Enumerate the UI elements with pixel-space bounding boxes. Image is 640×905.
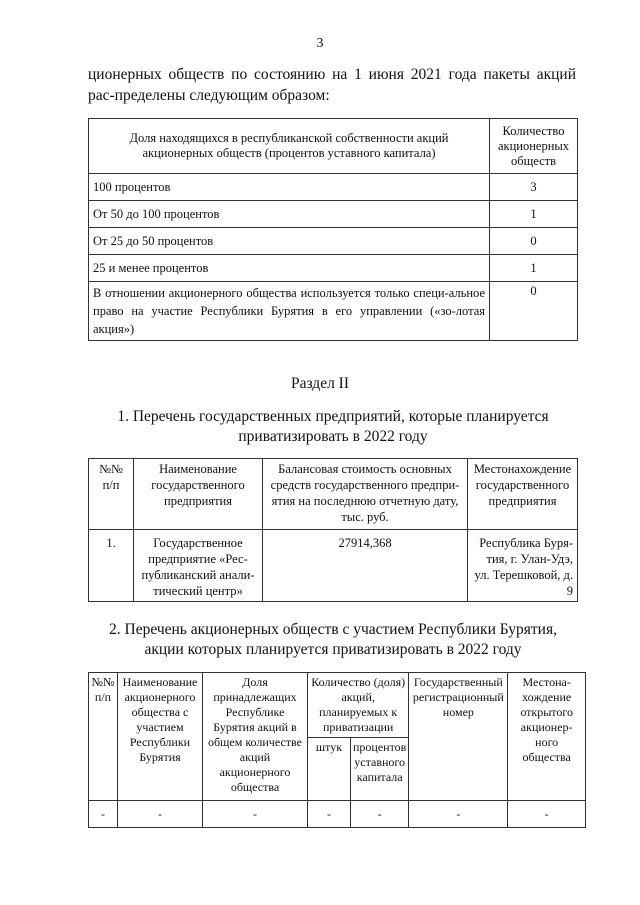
table-row — [89, 255, 578, 282]
row-label: 25 и менее процентов — [89, 255, 490, 282]
heading-joint-stock: 2. Перечень акционерных обществ с участием Республики Бурятия, акции которых планируется приватизировать в 2022 году — [109, 621, 557, 658]
t3-cell: - — [203, 801, 308, 828]
table-row — [89, 801, 586, 828]
row-value: 1 — [490, 255, 578, 282]
t2-header-value: Балансовая стоимость основных средств государственного предпри-ятия на последнюю отчетную дату, тыс. руб. — [263, 459, 468, 530]
t3-cell: - — [308, 801, 351, 828]
row-value: 0 — [490, 282, 578, 341]
table-row — [89, 174, 578, 201]
t3-header-location: Местона-хождение открытого акционер-ного общества — [508, 673, 586, 801]
t2-location: Республика Буря-тия, г. Улан-Удэ, ул. Терешковой, д. 9 — [468, 530, 578, 602]
t2-name: Государственное предприятие «Рес-публиканский анали-тический центр» — [134, 530, 263, 602]
row-value: 1 — [490, 201, 578, 228]
row-label: В отношении акционерного общества используется только специ-альное право на участие Республики Бурятия в его управлении («зо-лотая акция») — [89, 282, 490, 341]
t3-cell: - — [89, 801, 118, 828]
t2-header-num: №№ п/п — [89, 459, 134, 530]
table-row — [89, 228, 578, 255]
row-label: 100 процентов — [89, 174, 490, 201]
t2-value: 27914,368 — [263, 530, 468, 602]
t3-header-pcs: штук — [308, 738, 351, 801]
t3-header-num: №№ п/п — [89, 673, 118, 801]
t2-header-name: Наименование государственного предприятия — [134, 459, 263, 530]
table1-header-count: Количество акционерных обществ — [490, 119, 578, 174]
t3-header-share: Доля принадлежащих Республике Бурятия акций в общем количестве акций акционерного общества — [203, 673, 308, 801]
enterprises-table — [88, 458, 578, 602]
t3-header-qty: Количество (доля) акций, планируемых к приватизации — [308, 673, 409, 738]
page-number: 3 — [316, 36, 324, 51]
t2-header-location: Местонахождение государственного предприятия — [468, 459, 578, 530]
row-value: 0 — [490, 228, 578, 255]
section-title: Раздел II — [290, 375, 350, 392]
t2-num: 1. — [89, 530, 134, 602]
table1-header-share: Доля находящихся в республиканской собственности акций акционерных обществ (процентов уставного капитала) — [89, 119, 490, 174]
shares-distribution-table — [88, 118, 578, 341]
joint-stock-table — [88, 672, 586, 828]
t3-cell: - — [409, 801, 508, 828]
table-row — [89, 530, 578, 602]
t3-header-pct: процентов уставного капитала — [351, 738, 409, 801]
t3-cell: - — [508, 801, 586, 828]
t3-header-reg: Государственный регистрационный номер — [409, 673, 508, 801]
row-label: От 25 до 50 процентов — [89, 228, 490, 255]
table-row — [89, 282, 578, 341]
heading-enterprises: 1. Перечень государственных предприятий, которые планируется приватизировать в 2022 году — [117, 408, 549, 445]
table-row — [89, 201, 578, 228]
row-label: От 50 до 100 процентов — [89, 201, 490, 228]
row-value: 3 — [490, 174, 578, 201]
t3-cell: - — [351, 801, 409, 828]
t3-header-name: Наименование акционерного общества с участием Республики Бурятия — [118, 673, 203, 801]
intro-paragraph: ционерных обществ по состоянию на 1 июня 2021 года пакеты акций рас-пределены следующим образом: — [88, 66, 576, 104]
t3-cell: - — [118, 801, 203, 828]
